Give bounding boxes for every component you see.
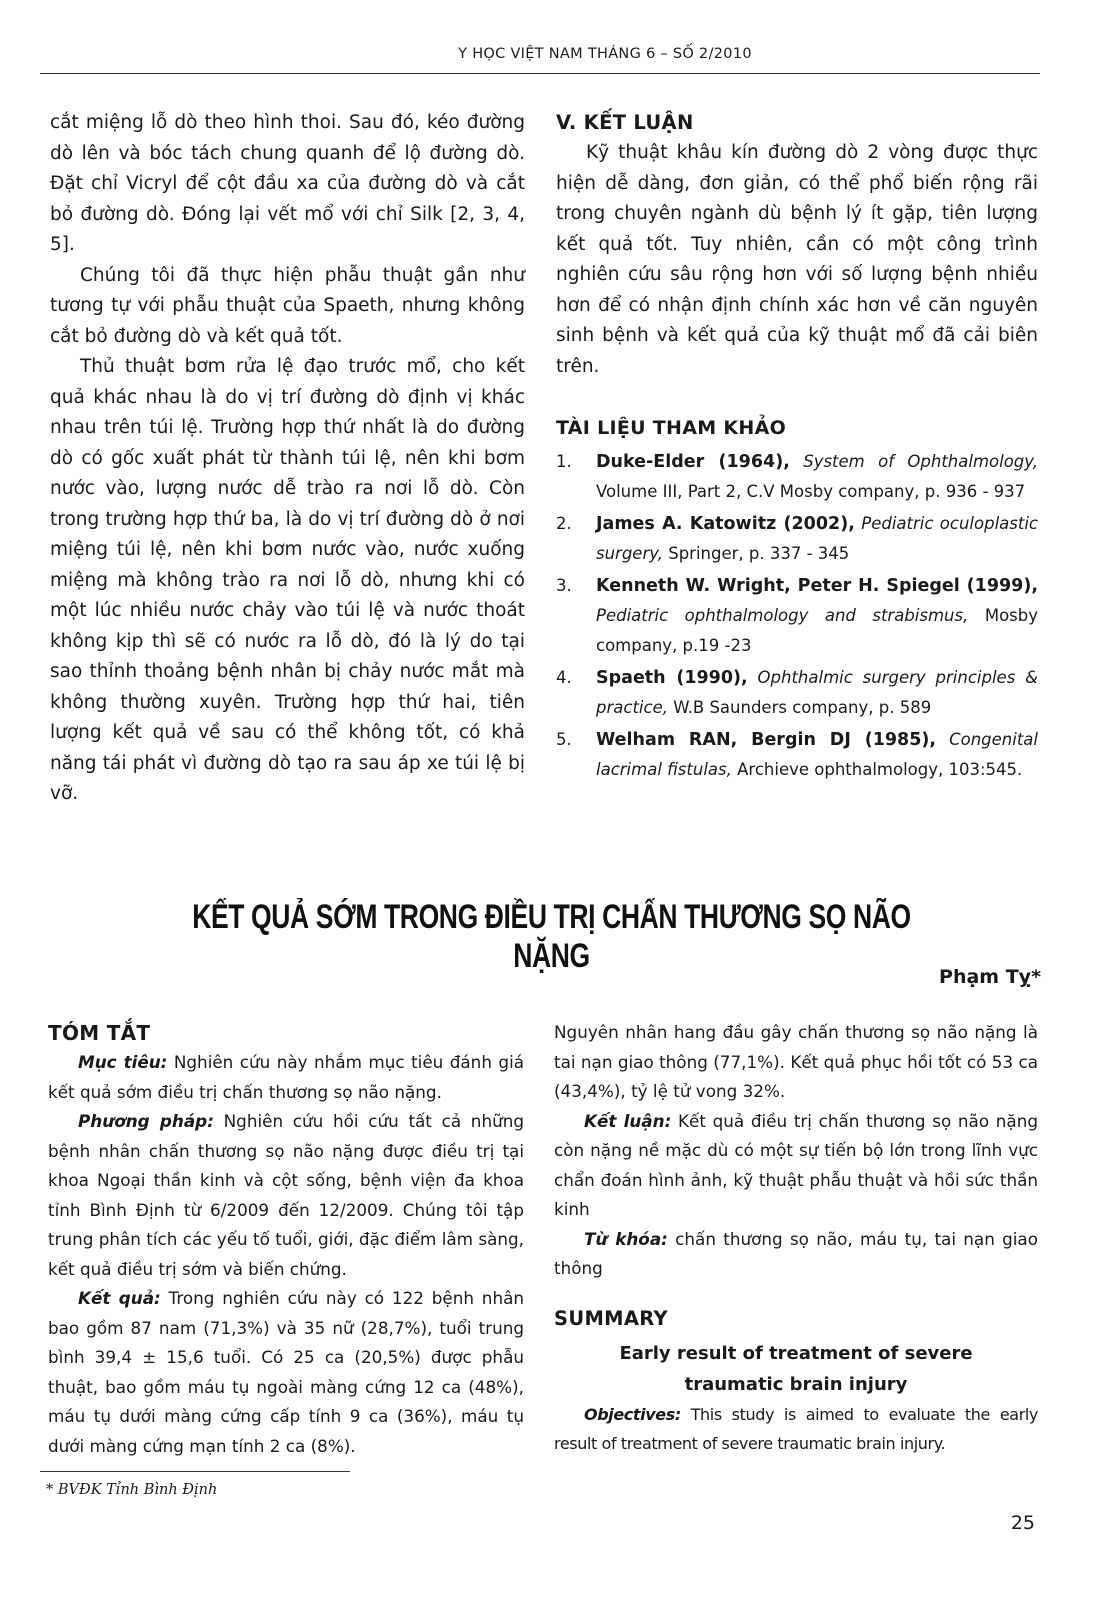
reference-item bbox=[556, 725, 1038, 785]
paragraph-1: cắt miệng lỗ dò theo hình thoi. Sau đó, kéo đường dò lên và bóc tách chung quanh để lộ đường dò. Đặt chỉ Vicryl để cột đầu xa của đường dò và cắt bỏ đường dò. Đóng lại vết mổ với chỉ Silk [2, 3, 4, 5]. bbox=[50, 112, 525, 255]
method-text: Nghiên cứu hồi cứu tất cả những bệnh nhân chấn thương sọ não nặng được điều trị tại khoa Ngoại thần kinh và cột sống, bệnh viện đa khoa tỉnh Bình Định từ 6/2009 đến 12/2009. Chúng tôi tập trung phân tích các yếu tố tuổi, giới, đặc điểm lâm sàng, kết quả điều trị sớm và biến chứng. bbox=[48, 1111, 525, 1279]
article-title: KẾT QUẢ SỚM TRONG ĐIỀU TRỊ CHẤN THƯƠNG SỌ NÃO NẶNG bbox=[192, 898, 911, 975]
reference-details: Mosby company, p.19 -23 bbox=[596, 606, 1038, 655]
conclusion-label: Kết luận: bbox=[584, 1110, 672, 1131]
reference-author: Spaeth (1990), bbox=[596, 668, 748, 688]
footnote-rule bbox=[40, 1471, 350, 1472]
top-left-column bbox=[50, 108, 525, 810]
reference-author: James A. Katowitz (2002), bbox=[596, 514, 855, 534]
reference-item bbox=[556, 447, 1038, 507]
conclusion-abstract-text: Kết quả điều trị chấn thương sọ não nặng còn nặng nề mặc dù có một sự tiến bộ lớn trong lĩnh vực chẩn đoán hình ảnh, kỹ thuật phẫu thuật và hồi sức thần kinh bbox=[554, 1110, 1038, 1219]
abstract-right-column bbox=[554, 1018, 1038, 1458]
abstract-left-column bbox=[48, 1018, 524, 1461]
conclusion-paragraph bbox=[554, 1107, 1038, 1225]
keywords-label: Từ khóa: bbox=[584, 1228, 668, 1249]
reference-title: Ophthalmic surgery principles & practice, bbox=[596, 668, 1038, 717]
reference-title: Pediatric ophthalmology and strabismus, bbox=[596, 606, 969, 625]
author-name: Phạm Tỵ* bbox=[939, 966, 1041, 988]
method-label: Phương pháp: bbox=[78, 1111, 214, 1131]
summary-heading: SUMMARY bbox=[554, 1306, 668, 1330]
running-header: Y HỌC VIỆT NAM THÁNG 6 – SỐ 2/2010 bbox=[458, 46, 752, 62]
reference-author: Kenneth W. Wright, Peter H. Spiegel (1999), bbox=[596, 576, 1038, 596]
reference-item bbox=[556, 509, 1038, 569]
page-number: 25 bbox=[1010, 1512, 1035, 1534]
paragraph-2: Chúng tôi đã thực hiện phẫu thuật gần như tương tự với phẫu thuật của Spaeth, nhưng không cắt bỏ đường dò và kết quả tốt. bbox=[50, 264, 525, 347]
reference-item bbox=[556, 663, 1038, 723]
reference-details: Springer, p. 337 - 345 bbox=[662, 544, 850, 563]
references-heading: TÀI LIỆU THAM KHẢO bbox=[556, 417, 787, 439]
result-label: Kết quả: bbox=[78, 1288, 161, 1308]
method-paragraph bbox=[48, 1107, 524, 1284]
reference-number: 4. bbox=[556, 668, 572, 687]
objectives-label: Objectives: bbox=[584, 1404, 681, 1424]
reference-details: Volume III, Part 2, C.V Mosby company, p. 936 - 937 bbox=[596, 482, 1026, 501]
reference-author: Duke-Elder (1964), bbox=[596, 452, 790, 472]
reference-number: 1. bbox=[556, 452, 572, 471]
reference-author: Welham RAN, Bergin DJ (1985), bbox=[596, 730, 937, 750]
reference-number: 3. bbox=[556, 576, 572, 595]
result-continuation: Nguyên nhân hang đầu gây chấn thương sọ não nặng là tai nạn giao thông (77,1%). Kết quả phục hồi tốt có 53 ca (43,4%), tỷ lệ tử vong 32%. bbox=[554, 1022, 1038, 1101]
keywords-text: chấn thương sọ não, máu tụ, tai nạn giao thông bbox=[554, 1228, 1038, 1278]
reference-details: Archieve ophthalmology, 103:545. bbox=[731, 760, 1023, 779]
top-right-column bbox=[556, 108, 1038, 787]
footnote: * BVĐK Tỉnh Bình Định bbox=[46, 1482, 218, 1498]
header-rule bbox=[40, 73, 1040, 74]
objectives-text: This study is aimed to evaluate the early result of treatment of severe traumatic brain injury. bbox=[554, 1404, 1038, 1453]
reference-number: 5. bbox=[556, 730, 572, 749]
paragraph-3: Thủ thuật bơm rửa lệ đạo trước mổ, cho kết quả khác nhau là do vị trí đường dò định vị khác nhau trên túi lệ. Trường hợp thứ nhất là do đường dò có gốc xuất phát từ thành túi lệ, nên khi bơm nước vào, lượng nước dễ trào ra nơi lỗ dò. Còn trong trường hợp thứ ba, là do vị trí đường dò ở nơi miệng túi lệ, nên khi bơm nước vào, nước xuống miệng mà không trào ra nơi lỗ dò, nhưng khi có một lúc nhiều nước chảy vào túi lệ và nước thoát không kịp thì sẽ có nước ra lỗ dò, đó là lý do tại sao thỉnh thoảng bệnh nhân bị chảy nước mắt mà không thường xuyên. Trường hợp thứ hai, tiên lượng kết quả về sau có thể không tốt, có khả năng tái phát vì đường dò tạo ra sau áp xe túi lệ bị vỡ. bbox=[50, 356, 525, 804]
objective-paragraph bbox=[48, 1048, 524, 1107]
keywords-paragraph bbox=[554, 1225, 1038, 1284]
reference-title: Pediatric oculoplastic surgery, bbox=[596, 514, 1038, 563]
reference-item bbox=[556, 571, 1038, 661]
result-paragraph bbox=[48, 1284, 524, 1461]
reference-title: Congenital lacrimal fistulas, bbox=[596, 730, 1038, 779]
conclusion-heading: V. KẾT LUẬN bbox=[556, 111, 694, 134]
objective-label: Mục tiêu: bbox=[78, 1052, 168, 1072]
reference-title: System of Ophthalmology, bbox=[803, 452, 1038, 471]
reference-number: 2. bbox=[556, 514, 572, 533]
abstract-heading: TÓM TẮT bbox=[48, 1021, 151, 1045]
objectives-paragraph bbox=[554, 1400, 1038, 1458]
result-text: Trong nghiên cứu này có 122 bệnh nhân bao gồm 87 nam (71,3%) và 35 nữ (28,7%), tuổi trung bình 39,4 ± 15,6 tuổi. Có 25 ca (20,5%) được phẫu thuật, bao gồm máu tụ ngoài màng cứng 12 ca (48%), máu tụ dưới màng cứng cấp tính 9 ca (36%), máu tụ dưới màng cứng mạn tính 2 ca (8%). bbox=[48, 1288, 524, 1456]
reference-details: W.B Saunders company, p. 589 bbox=[667, 698, 932, 717]
summary-title: Early result of treatment of severe traumatic brain injury bbox=[619, 1342, 973, 1395]
objective-text: Nghiên cứu này nhắm mục tiêu đánh giá kết quả sớm điều trị chấn thương sọ não nặng. bbox=[48, 1052, 525, 1102]
references-list bbox=[556, 447, 1038, 785]
conclusion-text: Kỹ thuật khâu kín đường dò 2 vòng được thực hiện dễ dàng, đơn giản, có thể phổ biến rộng rãi trong chuyên ngành dù bệnh lý ít gặp, tiên lượng kết quả tốt. Tuy nhiên, cần có một công trình nghiên cứu sâu rộng hơn với số lượng bệnh nhiều hơn để có nhận định chính xác hơn về căn nguyên sinh bệnh và kết quả của kỹ thuật mổ đã cải biên trên. bbox=[556, 142, 1038, 377]
